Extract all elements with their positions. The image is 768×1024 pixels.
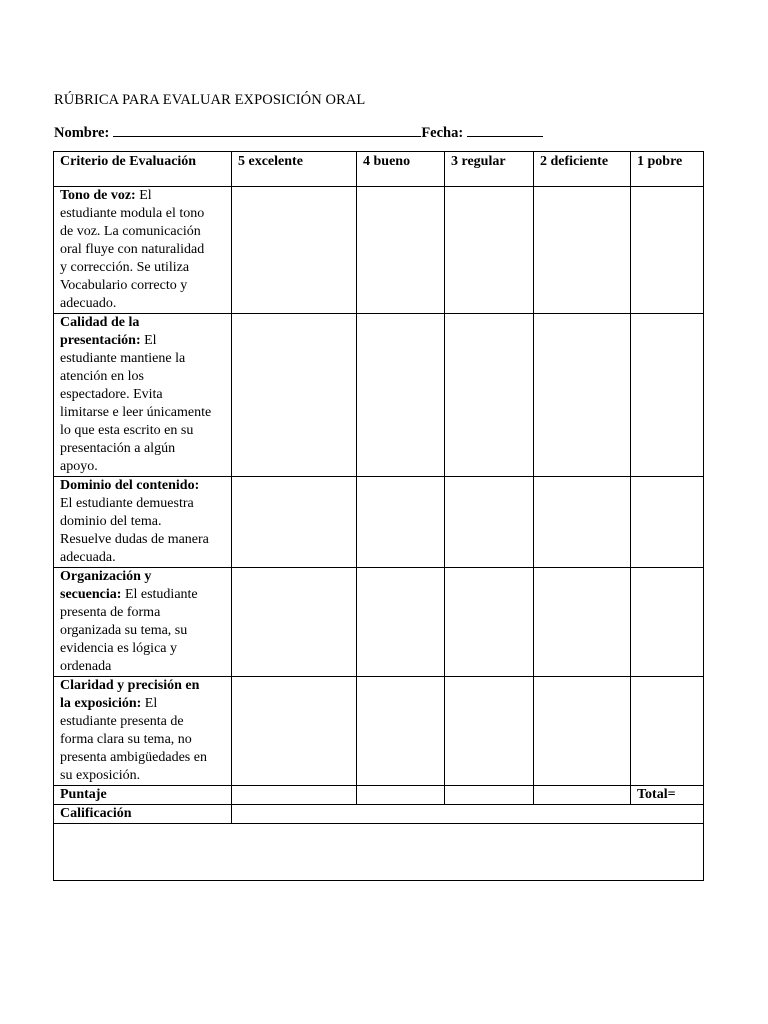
criterion-title: Tono de voz:	[60, 188, 136, 203]
criterion-text: limitarse e leer únicamente	[60, 405, 212, 420]
puntaje-cell[interactable]	[357, 786, 445, 805]
score-cell[interactable]	[232, 187, 357, 314]
criterion-row-organizacion	[54, 568, 704, 677]
criterion-text: Resuelve dudas de manera	[60, 532, 209, 547]
comments-box[interactable]	[54, 824, 704, 881]
criterion-text: lo que esta escrito en su	[60, 423, 194, 438]
criterion-text: forma clara su tema, no	[60, 732, 192, 747]
header-criterio: Criterio de Evaluación	[54, 152, 232, 187]
criterion-row-dominio	[54, 477, 704, 568]
puntaje-cell[interactable]	[534, 786, 631, 805]
score-cell[interactable]	[534, 568, 631, 677]
rubric-table	[53, 151, 704, 881]
criterion-text: de voz. La comunicación	[60, 224, 201, 239]
score-cell[interactable]	[631, 187, 704, 314]
criterion-cell	[54, 187, 232, 314]
date-label: Fecha:	[421, 125, 464, 141]
calificacion-row	[54, 805, 704, 824]
criterion-row-claridad	[54, 677, 704, 786]
criterion-title: Claridad y precisión en la exposición:	[60, 678, 200, 711]
header-row	[54, 152, 704, 187]
score-cell[interactable]	[232, 477, 357, 568]
criterion-text: espectadore. Evita	[60, 387, 163, 402]
criterion-title: Dominio del contenido:	[60, 478, 200, 493]
puntaje-row	[54, 786, 704, 805]
header-regular: 3 regular	[445, 152, 534, 187]
criterion-title: Organización y secuencia:	[60, 569, 152, 602]
criterion-text: dominio del tema.	[60, 514, 162, 529]
score-cell[interactable]	[445, 568, 534, 677]
criterion-text: presentación a algún	[60, 441, 176, 456]
score-cell[interactable]	[357, 477, 445, 568]
score-cell[interactable]	[357, 314, 445, 477]
criterion-text: oral fluye con naturalidad	[60, 242, 205, 257]
header-bueno: 4 bueno	[357, 152, 445, 187]
criterion-text: El	[139, 188, 152, 203]
criterion-text: El	[144, 333, 157, 348]
score-cell[interactable]	[357, 677, 445, 786]
score-cell[interactable]	[445, 677, 534, 786]
score-cell[interactable]	[534, 314, 631, 477]
criterion-text: estudiante mantiene la	[60, 351, 186, 366]
score-cell[interactable]	[631, 677, 704, 786]
score-cell[interactable]	[534, 677, 631, 786]
criterion-text: El estudiante	[124, 587, 198, 602]
calificacion-label: Calificación	[54, 805, 232, 824]
criterion-row-calidad	[54, 314, 704, 477]
criterion-cell	[54, 477, 232, 568]
header-pobre: 1 pobre	[631, 152, 704, 187]
puntaje-label: Puntaje	[54, 786, 232, 805]
score-cell[interactable]	[357, 187, 445, 314]
criterion-text: apoyo.	[60, 459, 98, 474]
criterion-text: su exposición.	[60, 768, 141, 783]
puntaje-cell[interactable]	[445, 786, 534, 805]
score-cell[interactable]	[357, 568, 445, 677]
score-cell[interactable]	[232, 568, 357, 677]
name-date-line	[54, 122, 543, 142]
header-excelente: 5 excelente	[232, 152, 357, 187]
name-blank	[113, 122, 421, 137]
score-cell[interactable]	[631, 568, 704, 677]
date-blank	[467, 122, 543, 137]
criterion-text: estudiante modula el tono	[60, 206, 205, 221]
criterion-cell	[54, 568, 232, 677]
criterion-text: presenta ambigüedades en	[60, 750, 207, 765]
criterion-text: El	[144, 696, 158, 711]
total-label: Total=	[631, 786, 704, 805]
criterion-text: estudiante presenta de	[60, 714, 184, 729]
score-cell[interactable]	[445, 477, 534, 568]
criterion-text: organizada su tema, su	[60, 623, 188, 638]
criterion-text: presenta de forma	[60, 605, 161, 620]
document-title: RÚBRICA PARA EVALUAR EXPOSICIÓN ORAL	[54, 92, 366, 108]
criterion-title: Calidad de la presentación:	[60, 315, 141, 348]
score-cell[interactable]	[631, 477, 704, 568]
score-cell[interactable]	[445, 187, 534, 314]
header-deficiente: 2 deficiente	[534, 152, 631, 187]
criterion-text: adecuada.	[60, 550, 116, 565]
score-cell[interactable]	[534, 187, 631, 314]
score-cell[interactable]	[534, 477, 631, 568]
criterion-text: El estudiante demuestra	[60, 496, 194, 511]
score-cell[interactable]	[232, 314, 357, 477]
criterion-row-tono	[54, 187, 704, 314]
criterion-text: adecuado.	[60, 296, 117, 311]
puntaje-cell[interactable]	[232, 786, 357, 805]
criterion-text: evidencia es lógica y	[60, 641, 178, 656]
criterion-text: y corrección. Se utiliza	[60, 260, 190, 275]
criterion-text: Vocabulario correcto y	[60, 278, 188, 293]
score-cell[interactable]	[232, 677, 357, 786]
name-label: Nombre:	[54, 125, 110, 141]
score-cell[interactable]	[631, 314, 704, 477]
comments-row	[54, 824, 704, 881]
criterion-text: ordenada	[60, 659, 112, 674]
criterion-cell	[54, 314, 232, 477]
score-cell[interactable]	[445, 314, 534, 477]
criterion-text: atención en los	[60, 369, 144, 384]
calificacion-cell[interactable]	[232, 805, 704, 824]
criterion-cell	[54, 677, 232, 786]
